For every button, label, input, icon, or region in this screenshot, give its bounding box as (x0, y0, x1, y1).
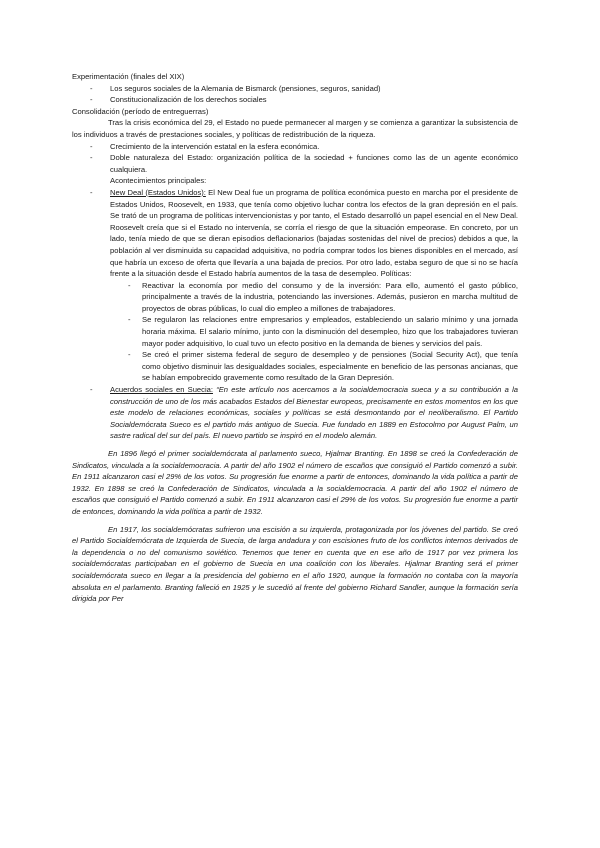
list-item: - Crecimiento de la intervención estatal en la esfera económica. (90, 141, 320, 151)
suecia-label: Acuerdos sociales en Suecia: (110, 385, 213, 395)
paragraph: Tras la crisis económica del 29, el Estado no puede permanecer al margen y se comienza a garantizar la subsistencia de los individuos a través de prestaciones sociales, y políticas de redistribución de la riqueza. (72, 118, 518, 139)
paragraph: En 1917, los socialdemócratas sufrieron una escisión a su izquierda, protagonizada por los jóvenes del partido. Se creó el Partido Socialdemócrata de Izquierda de Suecia, de larga andadura y con escisiones fruto de los conflictos internos derivados de la dependencia o no del comunismo soviético. Tenemos que tener en cuenta que en ese año de 1917 por vez primera los socialdemócratas participaban en el gobierno de Suecia en una coalición con los liberales. Hjalmar Branting será el primer socialdemócrata sueco en llegar a la presidencia del gobierno en el año 1920, aunque la formación no contaba con la mayoría absoluta en el parlamento. Branting falleció en 1925 y le sucedió al frente del gobierno Richard Sandler, aunque la formación sería dirigida por Per (72, 524, 518, 604)
paragraph: En 1896 llegó el primer socialdemócrata al parlamento sueco, Hjalmar Branting. En 1898 se creó la Confederación de Sindicatos, vinculada a la socialdemocracia. A partir del año 1902 el número de escaños que consiguió el Partido comenzó a subir. En 1911 alcanzaron casi el 29% de los votos. Su progresión fue enorme a partir de entonces, dominando la vida política a partir de 1932. En 1898 se creó la Confederación de Sindicatos, vinculada a la socialdemocracia. A partir del año 1902 el número de escaños que consiguió el Partido comenzó a subir. En 1911 alcanzaron casi el 29% de los votos. Su progresión fue enorme a partir de entonces, dominando la vida política a partir de 1932. (72, 449, 518, 516)
policy-item: - Se creó el primer sistema federal de seguro de desempleo y de pensiones (Social Security Act), que tenía como objetivo disminuir las desigualdades sociales, especialmente en beneficio de las personas ancianas, que se habían empobrecido gravemente como resultado de la Gran Depresión. (128, 350, 518, 383)
heading-consolidacion: Consolidación (período de entreguerras) (72, 106, 209, 116)
suecia-paragraph: - Acuerdos sociales en Suecia: “En este artículo nos acercamos a la socialdemocracia sueca y a su contribución a la construcción de uno de los más acabados Estados del Bienestar europeos, precisamente en estos momentos en los que este modelo de relaciones económicas, sociales y políticas se está desmontando por el neoliberalismo. El Partido Socialdemócrata Sueco es el partido más antiguo de Suecia. Fue fundado en 1889 en Estocolmo por August Palm, un sastre radical del sur del país. El nuevo partido se inspiró en el modelo alemán. (90, 385, 518, 441)
list-item: - Doble naturaleza del Estado: organización política de la sociedad + funciones como las de un agente económico cualquiera. (90, 153, 518, 174)
list-item: - Los seguros sociales de la Alemania de Bismarck (pensiones, seguros, sanidad) (90, 83, 381, 93)
heading-experimentacion: Experimentación (finales del XIX) (72, 72, 185, 81)
policy-item: - Se regularon las relaciones entre empresarios y empleados, estableciendo un salario mínimo y una jornada horaria máxima. El salario mínimo, junto con la disminución del desempleo, hizo que los trabajadores tuvieran mayor poder adquisitivo, lo cual tuvo un efecto positivo en la demanda de bienes y servicios del país. (128, 315, 518, 348)
new-deal-paragraph: - New Deal (Estados Unidos): El New Deal fue un programa de política económica puesto en marcha por el presidente de Estados Unidos, Roosevelt, en 1933, que tenía como objetivo luchar contra los efectos de la gran depresión en el país. Se trató de un programa de políticas intervencionistas y por tanto, el Estado desarrolló un papel esencial en el New Deal. Roosevelt creía que si el Estado no intervenía, se corría el riesgo de que la situación empeorase. En concreto, por un lado, tenía miedo de que se dieran episodios deflacionarios (bajadas sostenidas del nivel de precios) debidos a que, la población al ver disminuida su capacidad adquisitiva, no podría comprar todos los bienes disponibles en el mercado, así que habría un exceso de oferta que llevaría a una bajada de precios. Por otro lado, estaba seguro de que si no se hacía frente a la situación desde el Estado habría aumentos de la tasa de desempleo. Políticas: (90, 187, 518, 279)
policy-item: - Reactivar la economía por medio del consumo y de la inversión: Para ello, aumentó el gasto público, principalmente a través de la industria, potenciando las inversiones. Además, pusieron en marcha multitud de proyectos de obras públicas, lo cual dio empleo a millones de trabajadores. (128, 280, 518, 313)
new-deal-label: New Deal (Estados Unidos): (110, 187, 206, 197)
acontecimientos-heading: Acontecimientos principales: (110, 176, 207, 186)
list-item: - Constitucionalización de los derechos sociales (90, 95, 267, 105)
